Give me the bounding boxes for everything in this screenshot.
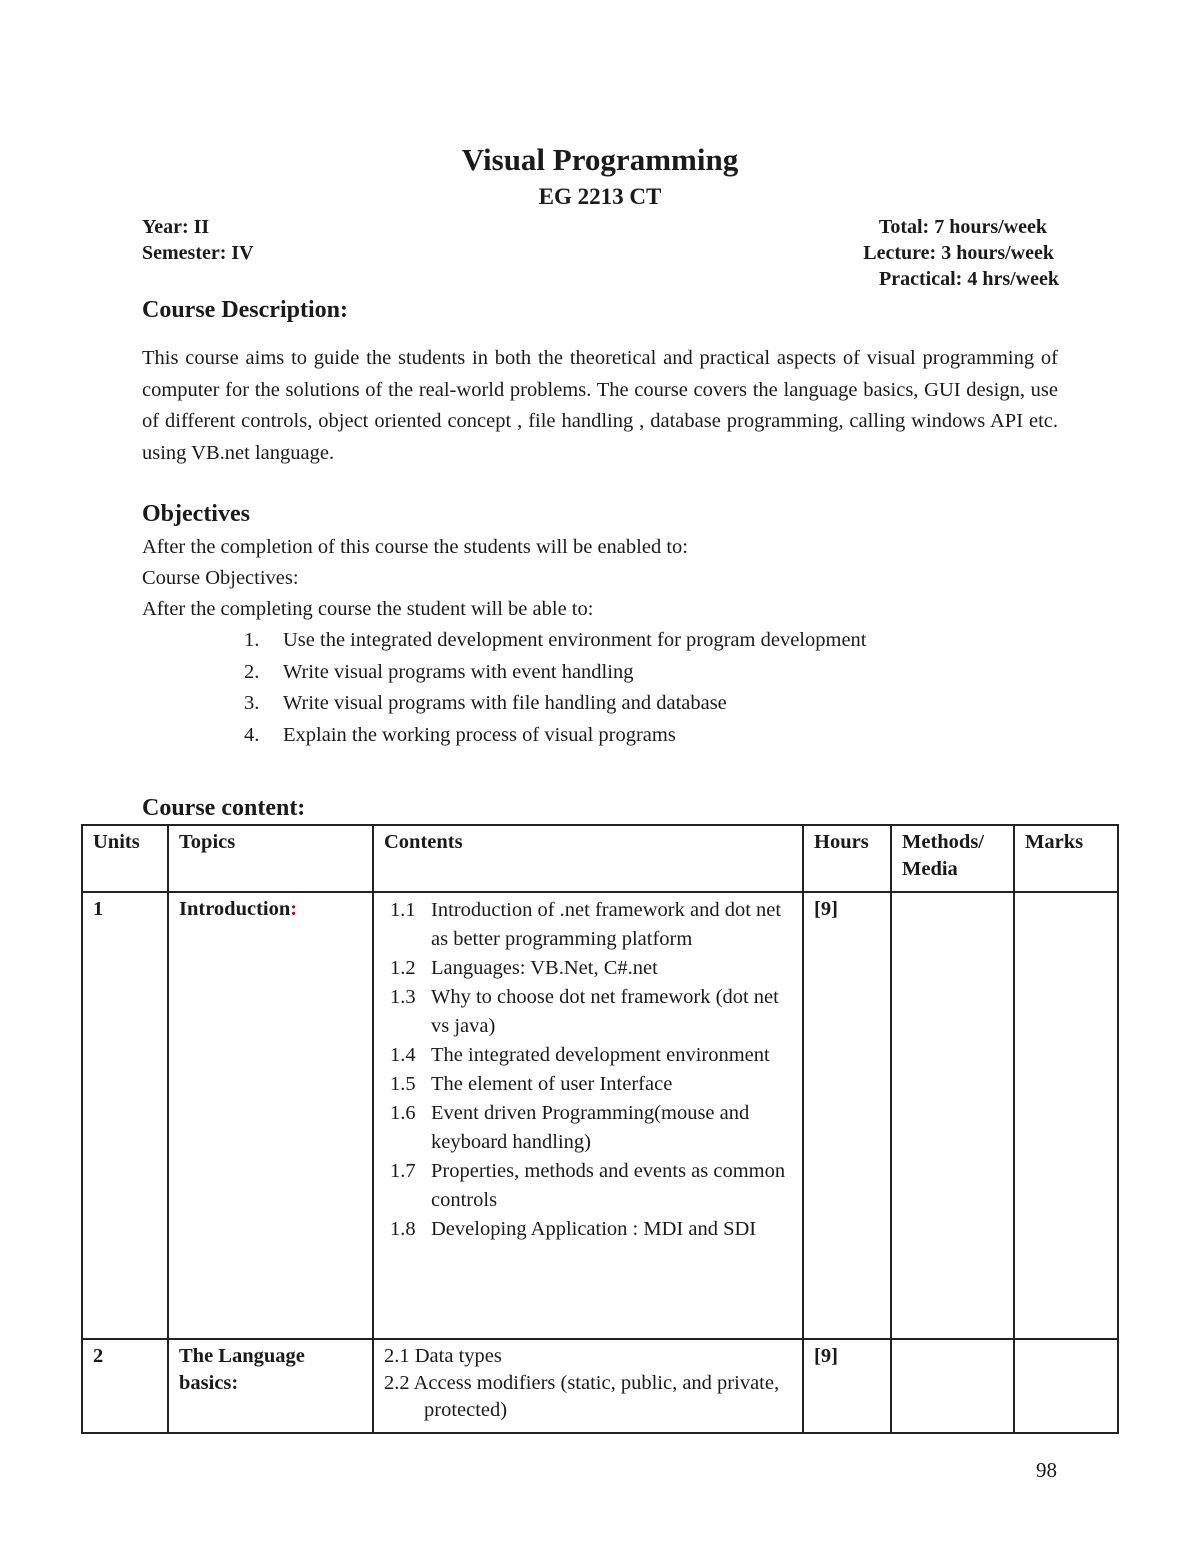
unit-topic: The Language basics: [168,1339,373,1433]
course-content-table [81,824,1119,1434]
objective-item: 2. Write visual programs with event handling [244,661,634,683]
list-item: 1.5 The element of user Interface [390,1073,673,1095]
unit-methods-media [891,892,1014,1339]
course-content-heading: Course content: [142,795,306,821]
practical-hours: Practical: 4 hrs/week [879,268,1059,290]
column-header-contents: Contents [373,825,803,892]
description-text: This course aims to guide the students in both the theoretical and practical aspects of visual programming of computer for the solutions of the real-world problems. The course covers the language basics, GUI design, use of different controls, object oriented concept , file handling , database programming, calling windows API etc. using VB.net language. [142,347,1058,464]
objectives-heading: Objectives [142,501,250,527]
unit-hours: [9] [803,892,891,1339]
year-label: Year: II [142,216,210,238]
page-title: Visual Programming [461,142,739,177]
column-header-topics: Topics [168,825,373,892]
unit-marks [1014,892,1118,1339]
objective-item: 4. Explain the working process of visual programs [244,724,676,746]
unit-marks [1014,1339,1118,1433]
list-item: 1.7 Properties, methods and events as common controls [390,1160,786,1211]
list-item: 1.8 Developing Application : MDI and SDI [390,1218,757,1240]
objectives-intro: After the completion of this course the students will be enabled to: [142,536,688,558]
unit-number: 1 [82,892,168,1339]
course-code: EG 2213 CT [538,184,662,209]
column-header-hours: Hours [803,825,891,892]
course-objectives-label: Course Objectives: [142,567,299,589]
semester-label: Semester: IV [142,242,254,264]
table-row [82,1339,1118,1433]
table-row [82,892,1118,1339]
list-item: 2.1 Data types [384,1345,502,1367]
list-item: 1.2 Languages: VB.Net, C#.net [390,957,658,979]
unit-contents [373,1339,803,1433]
unit-contents [373,892,803,1339]
column-header-units: Units [82,825,168,892]
list-item: 1.4 The integrated development environment [390,1044,770,1066]
unit-methods-media [891,1339,1014,1433]
page-number: 98 [1036,1458,1057,1482]
unit-topic: Introduction: [168,892,373,1339]
lecture-hours: Lecture: 3 hours/week [863,242,1054,264]
list-item: 1.1 Introduction of .net framework and dot net as better programming platform [390,899,782,950]
objectives-lead: After the completing course the student will be able to: [142,598,594,620]
table-header-row [82,825,1118,892]
column-header-methods-media: Methods/ Media [891,825,1014,892]
description-heading: Course Description: [142,297,348,323]
list-item: 2.2 Access modifiers (static, public, and private, protected) [384,1372,780,1421]
column-header-marks: Marks [1014,825,1118,892]
objective-item: 1. Use the integrated development environment for program development [244,629,867,651]
list-item: 1.6 Event driven Programming(mouse and keyboard handling) [390,1102,750,1153]
total-hours: Total: 7 hours/week [878,216,1047,238]
objective-item: 3. Write visual programs with file handling and database [244,692,727,714]
unit-number: 2 [82,1339,168,1433]
list-item: 1.3 Why to choose dot net framework (dot net vs java) [390,986,779,1037]
unit-hours: [9] [803,1339,891,1433]
